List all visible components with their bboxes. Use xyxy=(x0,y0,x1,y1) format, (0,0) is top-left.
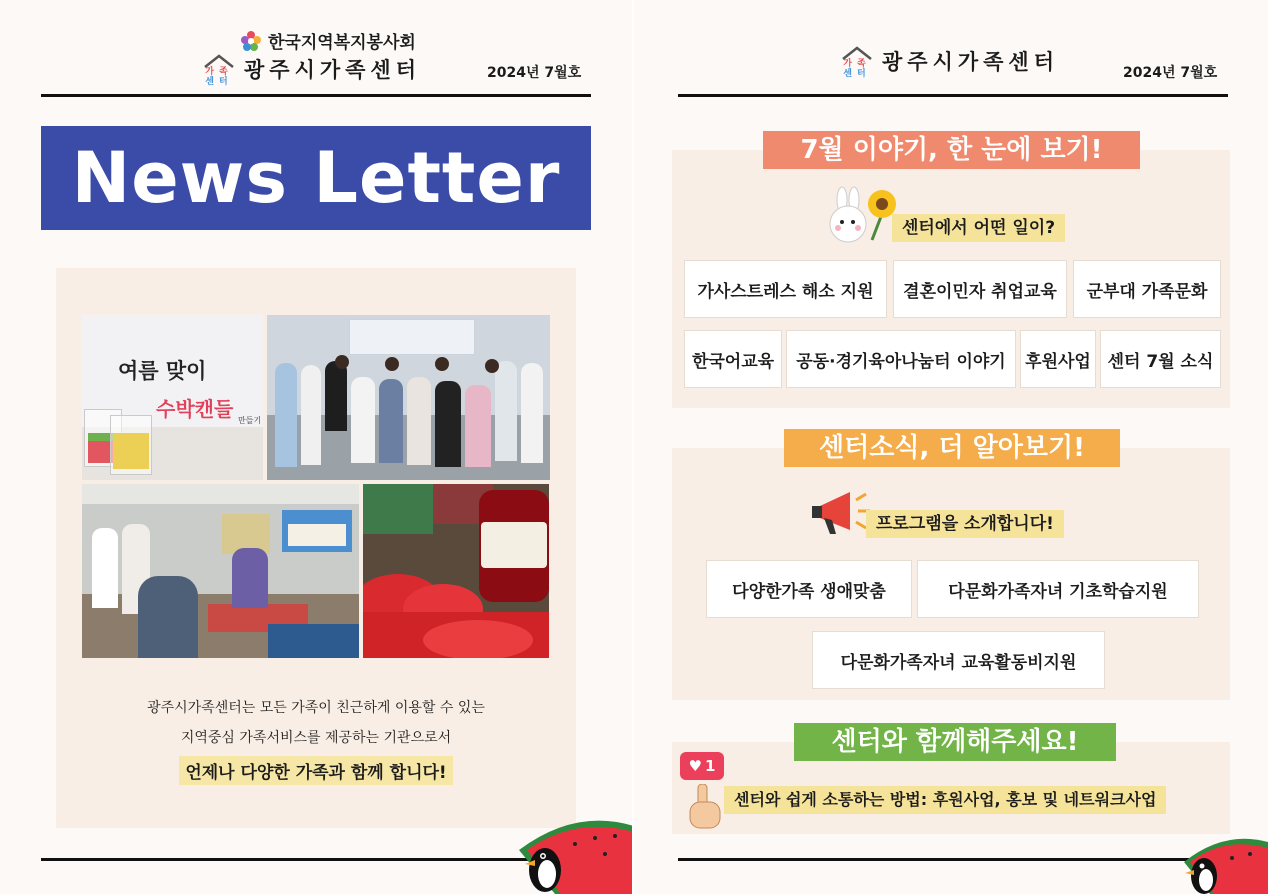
bunny-sunflower-icon xyxy=(820,186,898,246)
flower-logo-icon xyxy=(240,30,262,52)
photo-jam-jars xyxy=(363,484,549,658)
issue-label: 2024년 7월호 xyxy=(487,65,582,81)
intro-highlight: 언제나 다양한 가족과 함께 합니다! xyxy=(179,756,452,785)
photo-group xyxy=(267,315,550,480)
like-count: 1 xyxy=(705,757,716,775)
chip-education-fund[interactable]: 다문화가족자녀 교육활동비지원 xyxy=(812,631,1105,689)
section3-title: 센터와 함께해주세요! xyxy=(794,723,1116,761)
watermelon-penguin-icon xyxy=(1180,834,1268,894)
photo-text-candle: 수박캔들 xyxy=(156,397,234,421)
section1-subtitle: 센터에서 어떤 일이? xyxy=(892,214,1065,242)
chip-stress-relief[interactable]: 가사스트레스 해소 지원 xyxy=(684,260,887,318)
chip-korean-class[interactable]: 한국어교육 xyxy=(684,330,782,388)
watermelon-penguin-icon xyxy=(515,814,634,894)
center-header-right xyxy=(840,44,1059,78)
chip-basic-learning[interactable]: 다문화가족자녀 기초학습지원 xyxy=(917,560,1199,618)
newsletter-banner xyxy=(41,126,591,230)
svg-text:센터: 센터 xyxy=(205,77,233,86)
issue-label-right: 2024년 7월호 xyxy=(1123,65,1218,81)
org-header xyxy=(240,28,416,53)
intro-line-2: 지역중심 가족서비스를 제공하는 기관으로서 xyxy=(180,730,452,746)
intro-highlight-wrap xyxy=(56,756,576,785)
section1-title: 7월 이야기, 한 눈에 보기! xyxy=(763,131,1140,169)
heart-icon: ♥ xyxy=(688,757,702,775)
org-name: 한국지역복지봉사회 xyxy=(268,33,416,53)
photo-watermelon-candle-board xyxy=(82,315,263,480)
footer-rule-right xyxy=(678,858,1228,861)
photo-text-make: 만들기 xyxy=(238,416,262,425)
pointing-hand-icon xyxy=(684,784,724,830)
header-rule xyxy=(41,94,591,97)
chip-july-news[interactable]: 센터 7월 소식 xyxy=(1100,330,1221,388)
family-center-logo-icon xyxy=(202,52,236,86)
center-header xyxy=(202,52,421,86)
footer-rule xyxy=(41,858,591,861)
chip-immigrant-job[interactable]: 결혼이민자 취업교육 xyxy=(893,260,1067,318)
chip-lifecycle[interactable]: 다양한가족 생애맞춤 xyxy=(706,560,912,618)
like-badge xyxy=(680,752,724,780)
like-notification xyxy=(680,752,724,832)
chip-childcare-share[interactable]: 공동·경기육아나눔터 이야기 xyxy=(786,330,1016,388)
photo-classroom-activity xyxy=(82,484,359,658)
header-rule-right xyxy=(678,94,1228,97)
svg-text:가족: 가족 xyxy=(205,67,233,77)
chip-sponsorship[interactable]: 후원사업 xyxy=(1020,330,1096,388)
section3-subtitle: 센터와 쉽게 소통하는 방법: 후원사업, 홍보 및 네트워크사업 xyxy=(724,786,1166,814)
svg-text:센터: 센터 xyxy=(843,69,871,78)
intro-line-1: 광주시가족센터는 모든 가족이 친근하게 이용할 수 있는 xyxy=(147,700,485,716)
section2-subtitle: 프로그램을 소개합니다! xyxy=(866,510,1064,538)
right-page xyxy=(634,0,1268,894)
center-name: 광주시가족센터 xyxy=(244,58,422,82)
svg-text:가족: 가족 xyxy=(843,59,871,69)
photo-text-summer: 여름 맞이 xyxy=(118,359,207,383)
center-name-right: 광주시가족센터 xyxy=(882,50,1060,74)
section2-title: 센터소식, 더 알아보기! xyxy=(784,429,1120,467)
family-center-logo-icon xyxy=(840,44,874,78)
banner-title: News Letter xyxy=(71,137,561,219)
chip-military-family[interactable]: 군부대 가족문화 xyxy=(1073,260,1221,318)
